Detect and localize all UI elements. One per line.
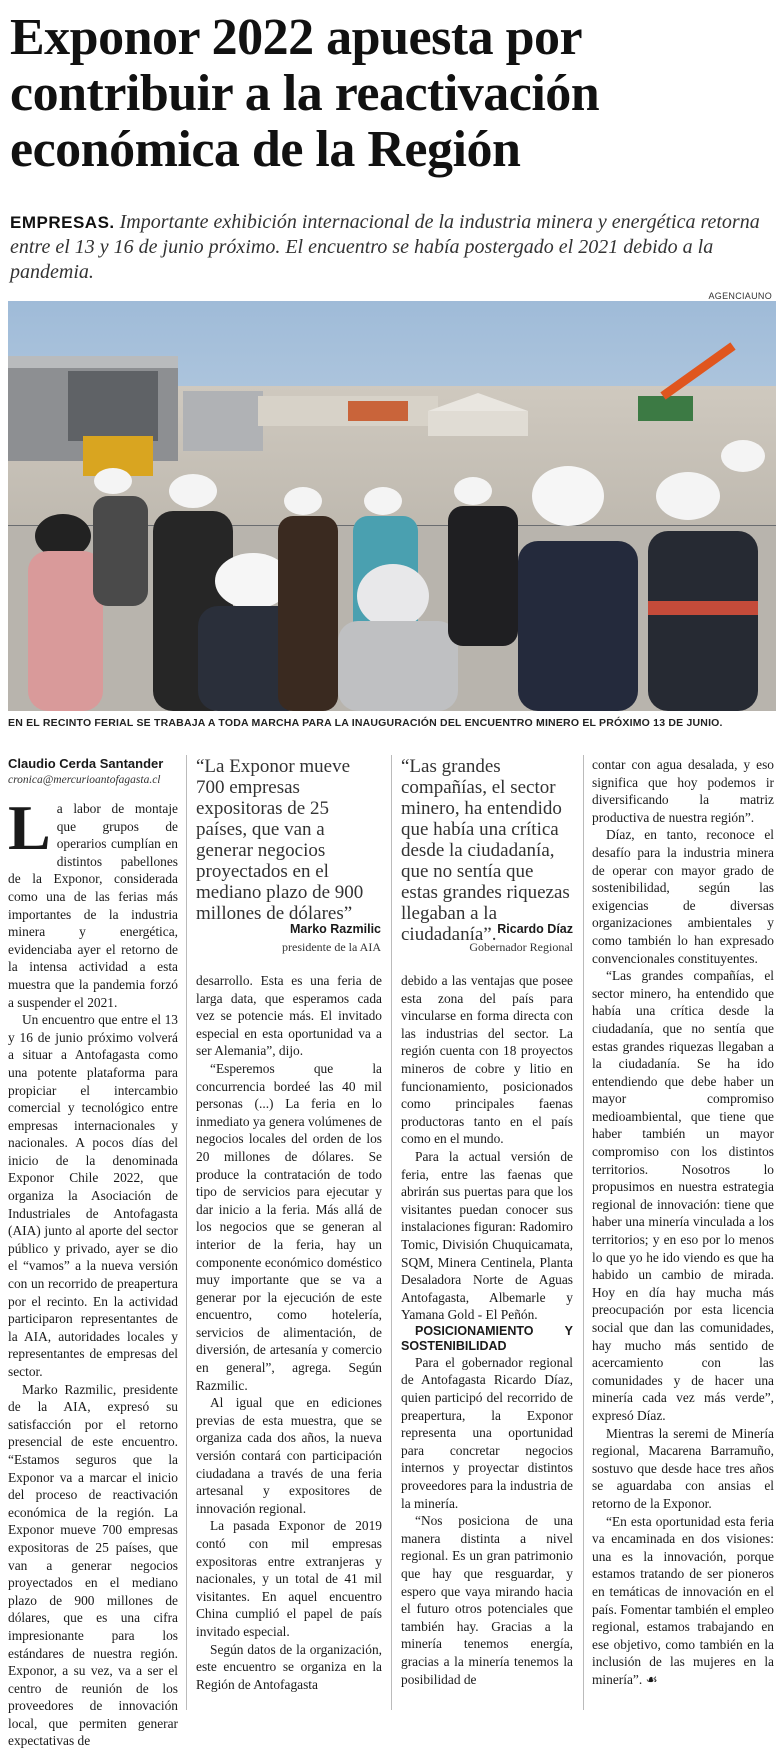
pull-quote-1-name: Marko Razmilic [289,922,381,936]
body-paragraph: “Nos posiciona de una manera distinta a nivel regional. Es un gran patrimonio que hay que resguardar, y espero que vaya mirando hacia el futuro otros potenciales que también hay. Gracias a la minería tenemos energía, gracias a la minería tenemos la posibilidad de [401,1513,573,1687]
byline-author: Claudio Cerda Santander [8,756,164,771]
body-paragraph: Para la actual versión de feria, entre las faenas que abrirán sus puertas para que los visitantes puedan conocer sus instalaciones figuran: Radomiro Tomic, División Chuquicamata, SQM, Minera Centinela, Planta Desaladora Norte de Aguas Antofagasta, Albemarle y Yamana Gold - El Peñón. [401,1148,573,1323]
body-paragraph: desarrollo. Esta es una feria de larga data, que esperamos cada vez se potencie más. El invitado especial en esta oportunidad va a ser Alemania”, dijo. [196,973,382,1059]
body-paragraph: La pasada Exponor de 2019 contó con mil empresas expositoras entre extranjeras y nacionales, y un total de 41 mil visitantes. En aquel encuentro China cumplió el papel de país invitado especial. [196,1518,382,1639]
body-paragraph: Marko Razmilic, presidente de la AIA, expresó su satisfacción por el retorno presencial de este encuentro. “Estamos seguros que la Exponor va a marcar el inicio del proceso de reactivación económica de la región. La Exponor mueve 700 empresas expositoras de 25 países, que van a generar negocios proyectados en el mediano plazo de 900 millones de dólares, que es una cifra impresionante para los estándares de nuestra región. Exponor, a su vez, va a ser el centro de reunión de los proveedores de innovación local, que permiten generar expectativas de [8,1381,178,1749]
headline: Exponor 2022 apuesta por contribuir a la reactivación económica de la Región [10,9,600,178]
pull-quote-2-name: Ricardo Díaz [497,922,573,936]
body-paragraph [8,792,178,1011]
body-column-4 [592,756,774,1688]
body-paragraph: Al igual que en ediciones previas de esta muestra, que se organiza cada dos años, la nueva versión contará con participación ciudadana a través de una feria artesanal y expositores de innovación regional. [196,1395,382,1516]
column-divider [186,755,187,1710]
body-paragraph: Un encuentro que entre el 13 y 16 de junio próximo volverá a situar a Antofagasta como una potente plataforma para propiciar el intercambio comercial y tecnológico entre empresas internacionales y nacionales. A pocos días del inicio de la denominada Exponor Chile 2022, que organiza la Asociación de Industriales de Antofagasta (AIA) junto al aporte del sector público y privado, ayer se dio el “vamos” a la nueva versión con un recorrido de preapertura por el recinto. En la actividad participaron representantes de la AIA, autoridades locales y representantes de empresas del sector. [8,1012,178,1379]
body-paragraph: “Las grandes compañías, el sector minero, ha entendido que había una crítica desde la ciudadanía, que no sentía que estas grandes riquezas llegaban a la ciudadanía. Se ha ido entendiendo que debe haber un mayor compromiso medioambiental, que tiene que haber también un mayor compromiso con los distintos territorios. Nosotros lo propusimos en nuestra estrategia regional de innovación: tiene que haber una minería vinculada a los territorios; y en eso por lo menos lo que yo he ido viendo es que ha habido un cambio de mirada. Hoy en día hay mucha más preocupación por esta licencia social que dan las comunidades, hay mucho más sentido de acercamiento con las comunidades y de hacer una minería cada vez más verde”, expresó Díaz. [592,968,774,1423]
dropcap: L [8,792,51,863]
body-paragraph: Según datos de la organización, este encuentro se organiza en la Región de Antofagasta [196,1641,382,1692]
pull-quote-2: “Las grandes compañías, el sector minero, ha entendido que había una crítica desde la ciudadanía, que no sentía que estas grandes riquezas llegaban a la ciudadanía”. [401,756,570,945]
body-paragraph: Mientras la seremi de Minería regional, Macarena Barramuño, sostuvo que desde hace tres años se aguardaba con ansias el retorno de la Exponor. [592,1425,774,1511]
end-mark-icon: ☙ [645,1671,658,1687]
photo-credit: AGENCIAUNO [708,291,772,301]
photo-illustration [8,301,776,711]
pull-quote-1: “La Exponor mueve 700 empresas expositoras de 25 países, que van a generar negocios proyectados en el mediano plazo de 900 millones de dólares” [196,756,364,924]
body-paragraph [592,1513,774,1689]
body-paragraph: Para el gobernador regional de Antofagasta Ricardo Díaz, quien participó del recorrido de preapertura, la Exponor representa una oportunidad para concretar negocios internos y proyectar distintos proveedores para la industria de la minería. [401,1354,573,1511]
section-subhead: POSICIONAMIENTO Y SOSTENIBILIDAD [401,1323,573,1353]
deck-text: Importante exhibición internacional de la industria minera y energética retorna entre el 13 y 16 de junio próximo. El encuentro se había postergado el 2021 debido a la pandemia. [10,211,760,283]
pull-quote-2-role: Gobernador Regional [469,940,573,954]
deck-kicker: EMPRESAS. [10,213,115,232]
body-paragraph: Díaz, en tanto, reconoce el desafío para la industria minera de operar con mayor grado de sostenibilidad, según las exigencias de diversas organizaciones ambientales y como también lo han expresado convencionales constituyentes. [592,827,774,966]
body-text: “En esta oportunidad esta feria va encaminada en dos visiones: una es la innovación, porque estamos tratando de ser pioneros en temáticas de innovación en el país. Fomentar también el empleo regional, estamos trabajando en ese objetivo, como también en la inclusión de las mujeres en la minería”. [592,1513,774,1687]
body-column-2 [196,972,382,1693]
body-text: a labor de montaje que grupos de operarios cumplían en distintos pabellones de la Exponor, considerada como una de las ferias más importantes de la industria minera y energética, evidenciaba ayer el retorno de la intensa actividad a esta muestra que la pandemia forzó a suspender el 2021. [8,801,178,1010]
column-divider [391,755,392,1710]
photo-caption: EN EL RECINTO FERIAL SE TRABAJA A TODA MARCHA PARA LA INAUGURACIÓN DEL ENCUENTRO MINERO EL PRÓXIMO 13 DE JUNIO. [8,717,723,729]
body-column-3 [401,972,573,1688]
deck [10,210,775,285]
column-divider [583,755,584,1710]
byline-email[interactable]: cronica@mercurioantofagasta.cl [8,774,161,786]
news-photo [8,301,776,711]
body-column-1 [8,792,178,1750]
body-paragraph: contar con agua desalada, y eso significa que hoy podemos ir diversificando la matriz productiva de nuestra región”. [592,757,774,825]
body-paragraph: debido a las ventajas que posee esta zona del país para vincularse en forma directa con las industrias del sector. La región cuenta con 18 proyectos mineros de cobre y litio en funcionamiento, posicionados como principales faenas productoras tanto en el país como en el mundo. [401,973,573,1147]
pull-quote-1-role: presidente de la AIA [282,940,381,954]
body-paragraph: “Esperemos que la concurrencia bordeé las 40 mil personas (...) La feria en lo inmediato ya genera volúmenes de negocios locales del orden de los 20 millones de dólares. Se produce la contratación de todo tipo de servicios para ejecutar y dar inicio a la feria. Más allá de los negocios que se generan al interior de la feria, hay un componente económico doméstico muy importante que se va a generar por la ejecución de este encuentro, como hotelería, servicios de alimentación, de diversión, de artesanía y comercio en general”, agrega. Según Razmilic. [196,1060,382,1393]
